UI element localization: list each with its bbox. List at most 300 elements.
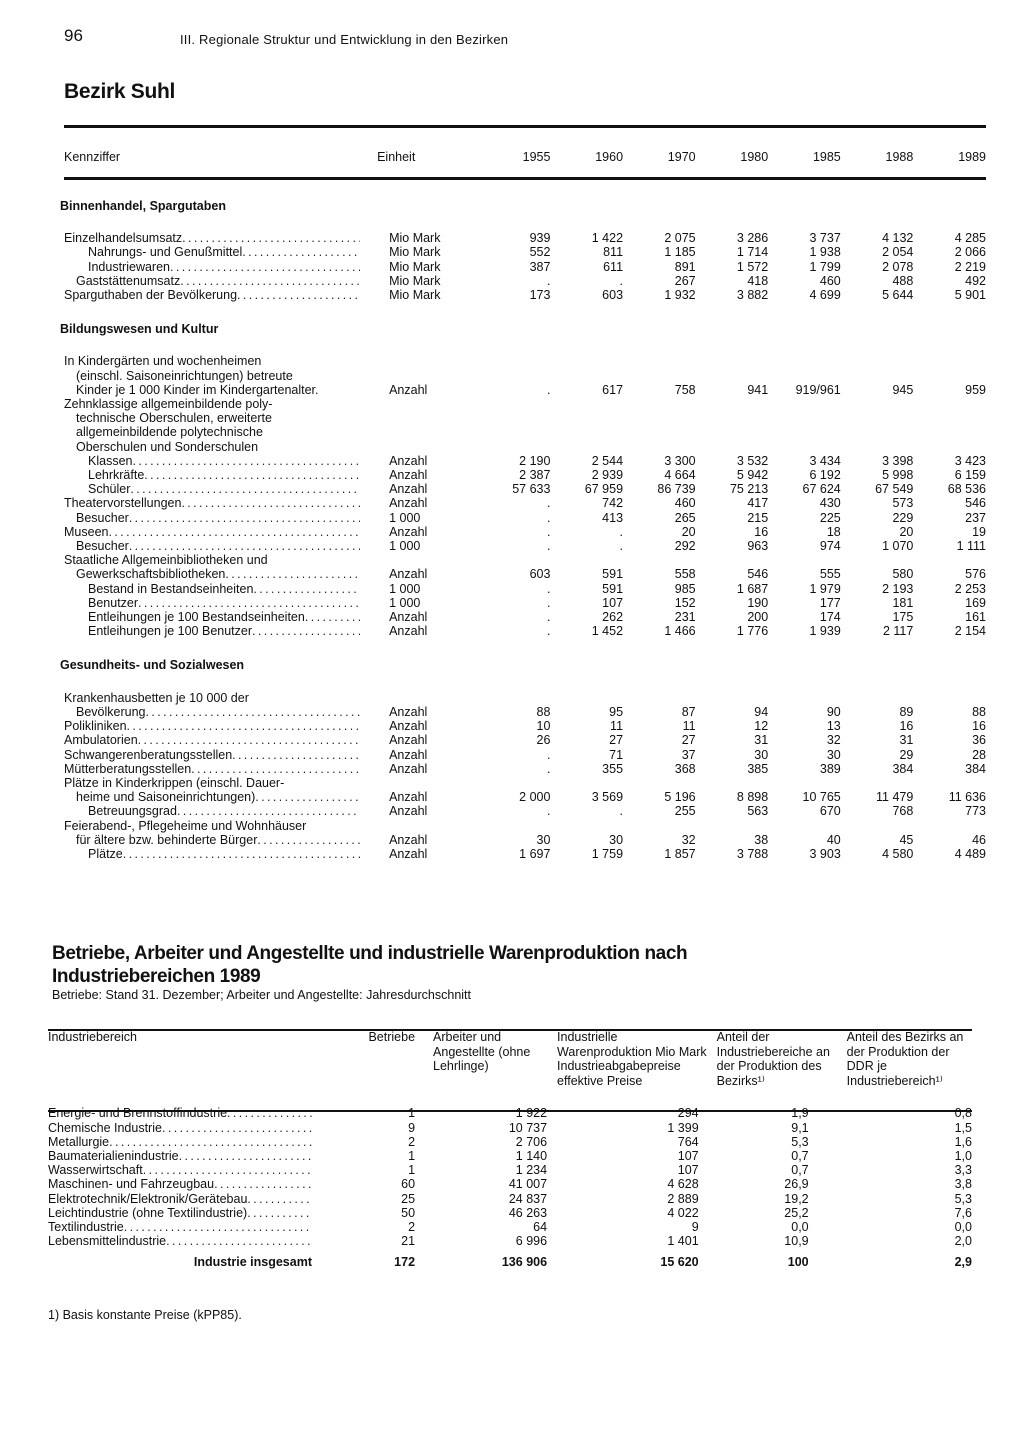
value-cell: 225 [819,510,841,525]
row-label-cell [48,1149,315,1163]
leader-dots [179,1149,312,1163]
region-title: Bezirk Suhl [64,80,176,103]
value-cell: 2 889 [667,1191,699,1206]
row-label: Museen [64,524,109,539]
value-cell: 181 [892,595,914,610]
value-cell: 46 [972,832,986,847]
value-cell: 1,6 [954,1134,972,1149]
value-cell: 1 799 [809,259,841,274]
value-cell: 12 [754,719,769,734]
value-cell: 764 [677,1134,699,1149]
row-label: Elektrotechnik/Elektronik/Gerätebau [48,1191,248,1206]
value-cell: 945 [892,382,914,397]
value-cell: 1 714 [736,245,769,260]
value-cell: 4 628 [667,1177,699,1192]
row-label-cell [60,245,371,259]
row-label: Bevölkerung [76,704,146,719]
leader-dots [191,762,360,776]
value-cell [696,691,769,705]
value-cell [696,776,769,790]
value-cell [478,397,551,411]
row-label: Besucher [76,539,129,554]
value-cell [768,553,841,567]
row-label: Leichtindustrie (ohne Textilindustrie) [48,1205,248,1220]
value-cell [623,691,696,705]
value-cell [913,425,986,439]
value-cell: 87 [681,704,696,719]
row-label-cell [60,511,371,525]
leader-dots [146,705,361,719]
table-row [60,624,986,638]
value-cell: 3 300 [664,453,696,468]
table-row [60,231,986,245]
value-cell: 1 922 [515,1106,548,1121]
leader-dots [253,582,360,596]
row-label-cell [60,482,371,496]
value-cell: 2 544 [591,453,624,468]
value-cell [696,819,769,833]
table-row [60,511,986,525]
value-cell [841,553,914,567]
row-label: Klassen [88,453,133,468]
value-cell: 0,8 [954,1106,972,1121]
row-label-cell [48,1206,315,1220]
table-row [60,691,986,705]
table-row [60,383,986,397]
value-cell [913,411,986,425]
value-cell [841,691,914,705]
row-label: Industrie insgesamt [193,1255,312,1270]
value-cell: 95 [609,704,624,719]
value-cell: . [546,524,551,539]
value-cell: . [546,747,551,762]
value-cell [550,411,623,425]
table-row [60,819,986,833]
value-cell: 18 [826,524,841,539]
value-cell: 5 998 [882,468,914,483]
value-cell: . [619,273,624,288]
unit-cell [371,553,478,567]
row-label-cell [60,369,371,383]
spacer-row [48,1096,972,1106]
value-cell: . [546,539,551,554]
section-heading-row [60,179,986,231]
row-label-cell [60,705,371,719]
unit-cell: Anzahl [389,719,428,734]
value-cell: 4 489 [954,846,986,861]
row-label-cell [60,719,371,733]
value-cell [768,776,841,790]
value-cell: 974 [819,539,841,554]
industry-table [48,1030,972,1270]
column-header: 1955 [522,149,551,164]
value-cell: 385 [747,761,769,776]
value-cell: 546 [747,567,769,582]
value-cell: 1 938 [809,245,841,260]
table-row [60,790,986,804]
value-cell [768,369,841,383]
column-header: Industriebereich [48,1030,137,1044]
unit-cell: Anzahl [389,468,428,483]
unit-cell: Anzahl [389,761,428,776]
value-cell: 30 [609,832,624,847]
unit-cell: Anzahl [389,482,428,497]
value-cell: 0,0 [954,1220,972,1234]
table-row [60,705,986,719]
value-cell [623,397,696,411]
value-cell: 773 [965,804,986,819]
value-cell: 200 [747,610,769,625]
value-cell: 5 942 [736,468,769,483]
row-label: Mütterberatungsstellen [64,761,192,776]
value-cell: 177 [819,595,841,610]
value-cell: 430 [819,496,841,511]
row-label-cell [60,748,371,762]
value-cell [550,819,623,833]
leader-dots [257,833,360,847]
value-cell: 389 [819,761,841,776]
table-row [60,762,986,776]
unit-cell [371,440,478,454]
value-cell: 1 697 [519,846,551,861]
value-cell: 41 007 [508,1177,548,1192]
value-cell: 36 [972,733,986,748]
leader-dots [127,719,360,733]
value-cell: 2 154 [954,624,986,639]
value-cell: 1 857 [664,846,696,861]
value-cell [478,411,551,425]
value-cell: 1 422 [591,231,624,246]
table-row [60,274,986,288]
value-cell [696,553,769,567]
table-row [48,1234,972,1248]
row-label-cell [60,411,371,425]
value-cell [550,425,623,439]
value-cell [913,397,986,411]
value-cell: 4 664 [664,468,696,483]
table-row [60,776,986,790]
row-label-cell [60,596,371,610]
unit-cell: 1 000 [389,581,421,596]
row-label-cell [48,1234,315,1248]
value-cell: . [546,382,551,397]
row-label-cell [60,539,371,553]
value-cell: 1 399 [667,1120,699,1135]
unit-cell: Mio Mark [389,259,441,274]
row-label: Wasserwirtschaft [48,1163,143,1178]
value-cell [913,776,986,790]
value-cell: 8 898 [736,790,769,805]
value-cell: 939 [529,231,551,246]
unit-cell: Mio Mark [389,231,441,246]
value-cell: 384 [965,761,986,776]
leader-dots [214,1177,312,1191]
leader-dots [181,496,360,510]
leader-dots [237,288,360,302]
value-cell: 1 932 [664,288,696,303]
value-cell: 611 [603,259,624,274]
table-top-rule [64,125,986,128]
table-row [60,482,986,496]
section-heading-row [60,302,986,354]
table-row [60,260,986,274]
leader-dots [132,454,360,468]
value-cell: 1 776 [736,624,769,639]
row-label-cell [60,582,371,596]
section-heading: Gesundheits- und Sozialwesen [60,658,245,673]
row-label-cell [60,354,371,368]
leader-dots [166,1234,312,1248]
value-cell: 215 [747,510,769,525]
value-cell: 2 706 [515,1134,548,1149]
row-label: Chemische Industrie [48,1120,162,1135]
value-cell: 175 [892,610,914,625]
total-row [48,1248,972,1269]
unit-cell [371,425,478,439]
value-cell: 75 213 [729,482,769,497]
section-heading-row [60,638,986,690]
row-label-cell [60,288,371,302]
row-label-cell [60,383,371,397]
value-cell [768,819,841,833]
table-row [60,496,986,510]
value-cell [478,776,551,790]
value-cell: 546 [965,496,986,511]
unit-cell: Anzahl [389,567,428,582]
table-row [48,1135,972,1149]
column-header: Betriebe [368,1030,416,1044]
value-cell [841,440,914,454]
unit-cell: Anzahl [389,624,428,639]
value-cell: 2 939 [591,468,624,483]
value-cell: 262 [602,610,624,625]
value-cell: 2 078 [882,259,914,274]
row-label: Nahrungs- und Genußmittel [88,245,243,260]
table-row [60,245,986,259]
leader-dots [138,733,360,747]
row-label: Feierabend-, Pflegeheime und Wohnhäuser [64,818,307,833]
row-label: Ambulatorien [64,733,138,748]
value-cell: 3 788 [736,846,769,861]
value-cell: 492 [965,273,986,288]
value-cell: 1 401 [667,1234,699,1249]
value-cell: 2 387 [519,468,551,483]
leader-dots [130,482,360,496]
value-cell: 29 [899,747,914,762]
value-cell [478,425,551,439]
value-cell [696,440,769,454]
leader-dots [232,748,360,762]
value-cell [550,776,623,790]
value-cell [478,819,551,833]
table-row [60,454,986,468]
value-cell: 11 [682,719,696,734]
column-header: Kennziffer [64,149,121,164]
value-cell: 891 [674,259,696,274]
leader-dots [138,596,360,610]
row-label: Oberschulen und Sonderschulen [76,439,259,454]
row-label-cell [48,1106,315,1120]
value-cell: 25,2 [784,1205,809,1220]
value-cell: 27 [681,733,696,748]
row-label: Theatervorstellungen [64,496,182,511]
row-label-cell [60,468,371,482]
value-cell: 3 434 [809,453,841,468]
value-cell: 591 [602,581,624,596]
value-cell: 2 054 [882,245,914,260]
value-cell: 10 [536,719,551,734]
table-row [60,539,986,553]
table-row [60,567,986,581]
value-cell: 88 [536,704,551,719]
row-label: Industriewaren [88,259,170,274]
value-cell: 31 [899,733,914,748]
value-cell: 67 624 [802,482,841,497]
value-cell: 67 959 [584,482,624,497]
value-cell: 1 687 [736,581,769,596]
value-cell: 6 159 [954,468,986,483]
value-cell: . [546,496,551,511]
row-label-cell [60,847,371,861]
value-cell: 3 882 [736,288,769,303]
value-cell: 15 620 [660,1255,699,1270]
value-cell: 294 [677,1106,699,1121]
value-cell: 57 633 [512,482,551,497]
value-cell: 4 022 [667,1205,699,1220]
value-cell: 2 193 [882,581,914,596]
leader-dots [225,567,360,581]
row-label-cell [60,624,371,638]
value-cell: 90 [826,704,841,719]
table-row [60,733,986,747]
value-cell: 68 536 [947,482,986,497]
row-label-cell [60,833,371,847]
value-cell: 169 [965,595,986,610]
value-cell: 2 [408,1220,416,1234]
leader-dots [252,624,360,638]
value-cell: . [546,624,551,639]
leader-dots [255,790,360,804]
table-row [60,596,986,610]
leader-dots [182,231,360,245]
value-cell: 11 636 [948,790,986,805]
value-cell [913,354,986,368]
row-label: Einzelhandelsumsatz [64,231,183,246]
page-number: 96 [64,26,83,45]
value-cell: 5,3 [791,1134,809,1149]
value-cell: 563 [747,804,769,819]
value-cell: . [546,610,551,625]
table-row [60,468,986,482]
value-cell [623,819,696,833]
unit-cell: Anzahl [389,832,428,847]
table-row [60,288,986,302]
value-cell: 26 [536,733,551,748]
leader-dots [143,1163,312,1177]
value-cell: 1 979 [809,581,841,596]
value-cell: 0,7 [791,1163,809,1178]
value-cell: 558 [674,567,696,582]
value-cell: 86 739 [657,482,696,497]
value-cell: 94 [754,704,769,719]
value-cell: 580 [892,567,914,582]
table-row [60,354,986,368]
value-cell: 231 [674,610,696,625]
value-cell: . [546,761,551,776]
value-cell [696,411,769,425]
table-row [60,847,986,861]
row-label: (einschl. Saisoneinrichtungen) betreute [76,368,293,383]
value-cell [623,776,696,790]
value-cell [696,397,769,411]
column-header: 1960 [595,149,624,164]
row-label-cell [60,819,371,833]
value-cell: 4 132 [882,231,914,246]
value-cell: 46 263 [508,1205,548,1220]
row-label: Entleihungen je 100 Benutzer [88,624,253,639]
row-label-cell [60,804,371,818]
value-cell: 9 [691,1220,699,1234]
value-cell: 11 479 [876,790,914,805]
value-cell: 19 [972,524,986,539]
table-row [48,1121,972,1135]
value-cell: 10 765 [802,790,841,805]
unit-cell [371,411,478,425]
section2-subtitle: Betriebe: Stand 31. Dezember; Arbeiter und Angestellte: Jahresdurchschnitt [52,988,471,1002]
footnote: 1) Basis konstante Preise (kPP85). [48,1308,242,1322]
value-cell [623,354,696,368]
value-cell: 9,1 [791,1120,809,1135]
value-cell: . [619,539,624,554]
value-cell: 0,7 [791,1148,809,1163]
value-cell: 368 [674,761,696,776]
value-cell: 3,3 [954,1163,972,1178]
row-label-cell [60,397,371,411]
value-cell: . [546,273,551,288]
value-cell [696,369,769,383]
value-cell: 460 [819,273,841,288]
value-cell: . [619,524,624,539]
row-label: Gewerkschaftsbibliotheken [76,567,226,582]
value-cell [478,369,551,383]
table-row [60,719,986,733]
row-label: Schwangerenberatungsstellen [64,747,233,762]
unit-cell: Anzahl [389,610,428,625]
section-heading: Bildungswesen und Kultur [60,322,219,337]
row-label-cell [60,776,371,790]
value-cell: 11 [610,719,624,734]
row-label: Baumaterialienindustrie [48,1148,179,1163]
unit-cell: Anzahl [389,496,428,511]
table-row [48,1149,972,1163]
value-cell: 38 [754,832,769,847]
value-cell: 552 [529,245,551,260]
table-row [60,411,986,425]
row-label-cell [60,610,371,624]
value-cell [768,411,841,425]
value-cell: 30 [826,747,841,762]
unit-cell: 1 000 [389,539,421,554]
leader-dots [247,1192,312,1206]
row-label-cell [60,274,371,288]
value-cell: 30 [536,832,551,847]
value-cell: 5 196 [664,790,696,805]
value-cell: 1 [408,1106,416,1121]
value-cell [550,440,623,454]
value-cell: 26,9 [784,1177,809,1192]
value-cell: 963 [747,539,769,554]
value-cell: 811 [603,245,624,260]
